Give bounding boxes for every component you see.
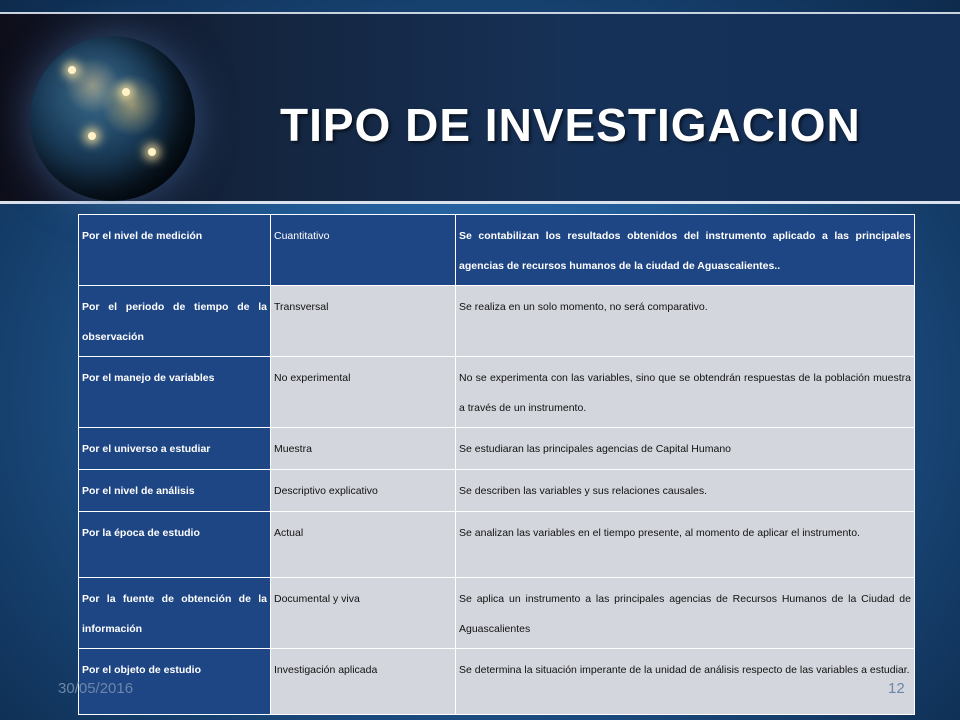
type-cell: Investigación aplicada: [271, 649, 456, 715]
description-cell: Se describen las variables y sus relaciones causales.: [456, 470, 915, 512]
research-type-table: [78, 214, 915, 715]
page-number: 12: [888, 680, 905, 697]
table-row: [79, 428, 915, 470]
table-row: [79, 578, 915, 649]
criterion-cell: Por el universo a estudiar: [79, 428, 271, 470]
light-spot: [122, 88, 130, 96]
criterion-cell: Por el objeto de estudio: [79, 649, 271, 715]
description-cell: Se aplica un instrumento a las principales agencias de Recursos Humanos de la Ciudad de Aguascalientes: [456, 578, 915, 649]
type-cell: No experimental: [271, 357, 456, 428]
criterion-cell: Por el manejo de variables: [79, 357, 271, 428]
description-cell: No se experimenta con las variables, sino que se obtendrán respuestas de la población muestra a través de un instrumento.: [456, 357, 915, 428]
description-cell: Se determina la situación imperante de la unidad de análisis respecto de las variables a estudiar.: [456, 649, 915, 715]
description-cell: Se estudiaran las principales agencias de Capital Humano: [456, 428, 915, 470]
description-cell: Se analizan las variables en el tiempo presente, al momento de aplicar el instrumento.: [456, 512, 915, 578]
criterion-cell: Por el periodo de tiempo de la observación: [79, 286, 271, 357]
type-cell: Cuantitativo: [271, 215, 456, 286]
light-spot: [88, 132, 96, 140]
criterion-cell: Por el nivel de análisis: [79, 470, 271, 512]
light-spot: [68, 66, 76, 74]
criterion-cell: Por la época de estudio: [79, 512, 271, 578]
type-cell: Descriptivo explicativo: [271, 470, 456, 512]
description-cell: Se realiza en un solo momento, no será comparativo.: [456, 286, 915, 357]
type-cell: Transversal: [271, 286, 456, 357]
table-row: [79, 357, 915, 428]
light-spot: [148, 148, 156, 156]
description-cell: Se contabilizan los resultados obtenidos del instrumento aplicado a las principales agencias de recursos humanos de la ciudad de Aguascalientes..: [456, 215, 915, 286]
table-row: [79, 470, 915, 512]
criterion-cell: Por la fuente de obtención de la información: [79, 578, 271, 649]
table-row: [79, 649, 915, 715]
criterion-cell: Por el nivel de medición: [79, 215, 271, 286]
slide-title: TIPO DE INVESTIGACION: [280, 99, 861, 151]
type-cell: Muestra: [271, 428, 456, 470]
slide-header: [0, 12, 960, 204]
globe-image: [30, 36, 195, 201]
table-row: [79, 512, 915, 578]
type-cell: Actual: [271, 512, 456, 578]
table-row: [79, 286, 915, 357]
table-row: [79, 215, 915, 286]
type-cell: Documental y viva: [271, 578, 456, 649]
footer-date: 30/05/2016: [58, 680, 134, 697]
